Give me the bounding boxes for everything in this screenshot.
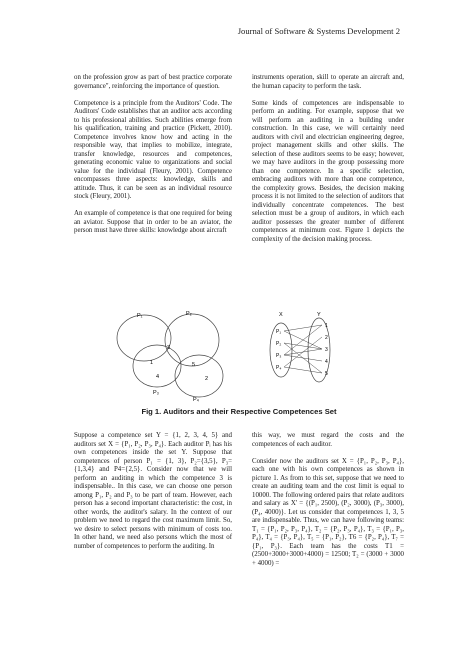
paragraph: Competence is a principle from the Auditors' Code. The Auditors' Code establishes that an auditor acts according to his professional abilities. Such abilities emerge from his qualification, training and practice (Pickett, 2010). Competence involves know how and acting in the responsible way, that implies to mobilize, integrate, transfer knowledge, resources and competences, generating economic value to organizations and social value for the individual (Fleury, 2001). Competence encompasses three aspects: knowledge, skills and attitude. Thus, it can be seen as an individual resource stock (Fleury, 2001).	[74, 99, 232, 200]
top-left-column	[74, 74, 232, 244]
paragraph: Consider now the auditors set X = {P₁, P₂, P₃, P₄}, each one with his own competences as shown in picture 1. As from to this set, suppose that we need to create an auditing team and the cost limit is equal to 10000. The following ordered pairs that relate auditors and salary as X' = {(P₁, 2500), (P₂, 3000), (P₃, 3000), (P₄, 4000)}. Let us consider that competences 1, 3, 5 are indispensable. Thus, we can have following teams: T₁ = {P₁, P₂, P₃, P₄}, T₂ = {P₂, P₃, P₄}, T₃ = {P₁, P₃, P₄}, T₄ = {P₃, P₄}, T₅ = {P₁, P₂}, T6 = {P₂, P₄}, T₇ = {P₁, P₃}. Each team has the costs T1 = (2500+3000+3000+4000) = 12500; T₂ = (3000 + 3000 + 4000) =	[252, 457, 404, 567]
paragraph: on the profession grow as part of best practice corporate governance", reinforcing the importance of question.	[74, 74, 232, 90]
mapping-node-5: 5	[325, 371, 328, 377]
figure-svg	[74, 306, 404, 406]
venn-set-p4	[175, 355, 223, 397]
mapping-label-y: Y	[317, 312, 321, 318]
paragraph: this way, we must regard the costs and the competences of each auditor.	[252, 432, 404, 448]
venn-element-3: 3	[167, 345, 171, 351]
venn-element-2: 2	[205, 376, 209, 382]
arrow-p3-4	[284, 355, 322, 361]
bottom-right-column	[252, 432, 404, 577]
mapping-node-p3: P₃	[276, 353, 282, 359]
mapping-node-p2: P₂	[276, 341, 282, 347]
venn-set-p3	[133, 345, 181, 387]
paragraph: Suppose a competence set Y = {1, 2, 3, 4, 5} and auditors set X = {P₁, P₂, P₃, P₄}. Each auditor Pᵢ has his own competences inside the set Y. Suppose that competences of person P₁ = {1, 3}, P₂={3,5}, P₃={1,3,4} and P4={2,5}. Consider now that we will perform an auditing in which the competence 3 is indispensable.. In this case, we can choose one person among P₁, P₂ and P₃ to be part of team. However, each person has a second important characteristic: the cost, in other words, the auditor's salary. In the context of our problem we need to regard the cost maximum limit. So, we desire to select persons with minimum of costs too. In other hand, we need also persons which the most of number of competences to perform the auditing. In	[74, 432, 232, 550]
venn-label-p4: P₄	[193, 397, 199, 403]
paragraph: An example of competence is that one required for being an aviator. Suppose that in order to be an aviator, the person must have three skills: knowledge about aircraft	[74, 210, 232, 234]
venn-diagram	[117, 311, 223, 403]
mapping-node-p4: P₄	[276, 365, 282, 371]
mapping-node-p1: P₁	[276, 329, 282, 335]
venn-set-p1	[117, 315, 171, 361]
arrow-p4-2	[284, 337, 322, 367]
mapping-node-3: 3	[325, 347, 328, 353]
venn-set-p2	[165, 314, 219, 366]
venn-label-p3: P₃	[153, 390, 159, 396]
paragraph: instruments operation, skill to operate an aircraft and, the human capacity to perform the task.	[252, 74, 404, 90]
mapping-label-x: X	[279, 312, 283, 318]
mapping-diagram	[270, 312, 330, 382]
venn-label-p2: P₂	[186, 311, 192, 317]
top-right-column	[252, 74, 404, 253]
arrow-p2-3	[284, 343, 322, 349]
arrow-p4-5	[284, 367, 322, 373]
bottom-left-column	[74, 432, 232, 560]
venn-element-4: 4	[156, 374, 160, 380]
figure-caption: Fig 1. Auditors and their Respective Competences Set	[141, 407, 337, 416]
journal-header: Journal of Software & Systems Development 2	[237, 26, 400, 36]
venn-element-1: 1	[150, 360, 154, 366]
mapping-node-4: 4	[325, 359, 328, 365]
mapping-node-2: 2	[325, 335, 328, 341]
mapping-node-1: 1	[325, 323, 328, 329]
arrow-p1-1	[284, 325, 322, 331]
venn-element-5: 5	[192, 362, 196, 368]
arrow-p3-1	[284, 325, 322, 355]
figure-1	[74, 306, 404, 406]
venn-label-p1: P₁	[137, 313, 143, 319]
paragraph: Some kinds of competences are indispensable to perform an auditing. For example, suppose that we will perform an auditing in a building under construction. In this case, we will certainly need auditors with civil and electrician engineering degree, project management skills and other skills. The selection of these auditors seems to be easy; however, we may have auditors in the group possessing more than one competence. In a specific selection, embracing auditors with more than one competence, the complexity grows. Besides, the decision making process it is not limited to the selection of auditors that individually concentrate competences. The best selection must be a group of auditors, in which each auditor possesses the greater number of different competences at minimum cost. Figure 1 depicts the complexity of the decision making process.	[252, 99, 404, 243]
